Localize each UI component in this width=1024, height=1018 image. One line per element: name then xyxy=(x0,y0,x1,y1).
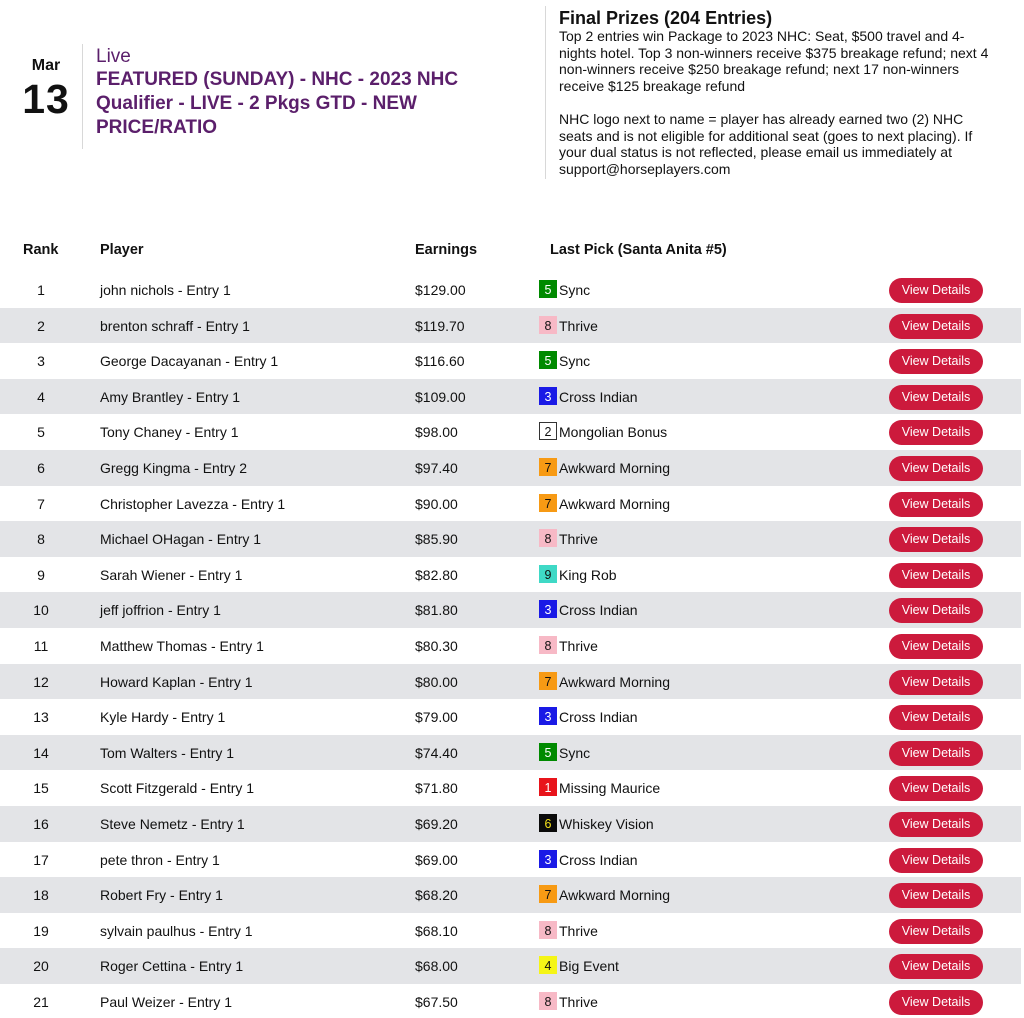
post-position-badge: 3 xyxy=(539,600,557,618)
table-row xyxy=(0,379,1021,415)
view-details-button[interactable]: View Details xyxy=(889,741,983,766)
view-details-button[interactable]: View Details xyxy=(889,349,983,374)
last-pick-cell xyxy=(539,674,670,690)
player-cell: George Dacayanan - Entry 1 xyxy=(100,353,279,370)
earnings-cell: $98.00 xyxy=(415,424,458,441)
player-cell: Michael OHagan - Entry 1 xyxy=(100,531,262,548)
post-position-badge: 7 xyxy=(539,494,557,512)
earnings-cell: $116.60 xyxy=(415,353,465,370)
post-position-badge: 5 xyxy=(539,743,557,761)
horse-name: Thrive xyxy=(559,317,598,334)
rank-cell: 18 xyxy=(33,887,49,904)
rank-cell: 20 xyxy=(33,958,49,975)
horse-name: Thrive xyxy=(559,531,598,548)
earnings-cell: $90.00 xyxy=(415,495,458,512)
table-row xyxy=(0,877,1021,913)
view-details-button[interactable]: View Details xyxy=(889,385,983,410)
last-pick-cell xyxy=(539,745,590,761)
header-divider xyxy=(82,44,83,149)
post-position-badge: 3 xyxy=(539,850,557,868)
earnings-cell: $109.00 xyxy=(415,388,466,405)
player-cell: Roger Cettina - Entry 1 xyxy=(100,958,244,975)
player-cell: Steve Nemetz - Entry 1 xyxy=(100,815,245,832)
table-row xyxy=(0,628,1021,664)
last-pick-cell xyxy=(539,460,670,476)
view-details-button[interactable]: View Details xyxy=(889,278,983,303)
rank-cell: 7 xyxy=(37,495,45,512)
last-pick-cell xyxy=(539,353,590,369)
table-row xyxy=(0,842,1021,878)
horse-name: Awkward Morning xyxy=(559,495,671,512)
horse-name: Cross Indian xyxy=(559,388,638,405)
post-position-badge: 3 xyxy=(539,387,557,405)
horse-name: Missing Maurice xyxy=(559,780,661,797)
view-details-button[interactable]: View Details xyxy=(889,883,983,908)
rank-cell: 13 xyxy=(33,709,49,726)
horse-name: Sync xyxy=(559,353,591,370)
table-row xyxy=(0,521,1021,557)
prizes-panel xyxy=(559,8,999,177)
player-cell: Tom Walters - Entry 1 xyxy=(100,744,235,761)
event-title: FEATURED (SUNDAY) - NHC - 2023 NHC Qualifier - LIVE - 2 Pkgs GTD - NEW PRICE/RATIO xyxy=(96,69,459,138)
player-cell: pete thron - Entry 1 xyxy=(100,851,220,868)
earnings-cell: $82.80 xyxy=(415,566,458,583)
rank-cell: 19 xyxy=(33,922,49,939)
last-pick-cell xyxy=(539,780,660,796)
header-player: Player xyxy=(100,242,144,258)
last-pick-cell xyxy=(539,318,598,334)
last-pick-cell xyxy=(539,994,598,1010)
rank-cell: 11 xyxy=(33,637,49,654)
rank-cell: 8 xyxy=(37,531,45,548)
rank-cell: 4 xyxy=(37,388,45,405)
view-details-button[interactable]: View Details xyxy=(889,776,983,801)
earnings-cell: $80.00 xyxy=(415,673,458,690)
rank-cell: 6 xyxy=(37,459,45,476)
table-row xyxy=(0,557,1021,593)
horse-name: Mongolian Bonus xyxy=(559,424,668,441)
horse-name: Sync xyxy=(559,282,591,298)
rank-cell: 3 xyxy=(37,353,45,370)
last-pick-cell xyxy=(539,531,598,547)
last-pick-cell xyxy=(539,852,638,868)
rank-cell: 2 xyxy=(37,317,45,334)
post-position-badge: 8 xyxy=(539,316,557,334)
rank-cell: 9 xyxy=(37,566,45,583)
view-details-button[interactable]: View Details xyxy=(889,456,983,481)
post-position-badge: 7 xyxy=(539,885,557,903)
earnings-cell: $74.40 xyxy=(415,744,458,761)
player-cell: brenton schraff - Entry 1 xyxy=(100,317,250,334)
post-position-badge: 8 xyxy=(539,636,557,654)
earnings-cell: $69.20 xyxy=(415,815,458,832)
view-details-button[interactable]: View Details xyxy=(889,634,983,659)
rank-cell: 14 xyxy=(33,744,49,761)
prizes-description: Top 2 entries win Package to 2023 NHC: Seat, $500 travel and 4-nights hotel. Top 3 non-winners receive $375 breakage refund; next 4 non-winners receive $250 breakage refund; next 17 non-winners receive $125 breakage refund xyxy=(559,28,989,94)
horse-name: Awkward Morning xyxy=(559,673,671,690)
earnings-cell: $80.30 xyxy=(415,637,458,654)
player-cell: Matthew Thomas - Entry 1 xyxy=(100,637,264,654)
leaderboard-table xyxy=(0,272,1024,1018)
earnings-cell: $69.00 xyxy=(415,851,458,868)
player-cell: Sarah Wiener - Entry 1 xyxy=(100,566,243,583)
table-row xyxy=(0,806,1021,842)
player-cell: sylvain paulhus - Entry 1 xyxy=(100,922,253,939)
event-date xyxy=(18,56,74,121)
event-month: Mar xyxy=(31,57,61,74)
post-position-badge: 1 xyxy=(539,778,557,796)
last-pick-cell xyxy=(539,389,638,405)
horse-name: Thrive xyxy=(559,637,598,654)
post-position-badge: 2 xyxy=(539,422,557,440)
table-row xyxy=(0,592,1021,628)
table-row xyxy=(0,486,1021,522)
view-details-button[interactable]: View Details xyxy=(889,598,983,623)
event-status: Live xyxy=(96,46,131,67)
rank-cell: 17 xyxy=(33,851,49,868)
event-day: 13 xyxy=(22,76,70,122)
player-cell: Howard Kaplan - Entry 1 xyxy=(100,673,253,690)
post-position-badge: 6 xyxy=(539,814,557,832)
view-details-button[interactable]: View Details xyxy=(889,527,983,552)
player-cell: Paul Weizer - Entry 1 xyxy=(100,993,233,1010)
post-position-badge: 8 xyxy=(539,992,557,1010)
earnings-cell: $85.90 xyxy=(415,531,458,548)
player-cell: john nichols - Entry 1 xyxy=(100,282,231,298)
view-details-button[interactable]: View Details xyxy=(889,848,983,873)
rank-cell: 16 xyxy=(33,815,49,832)
horse-name: Cross Indian xyxy=(559,602,638,619)
rank-cell: 10 xyxy=(33,602,49,619)
earnings-cell: $67.50 xyxy=(415,993,458,1010)
player-cell: jeff joffrion - Entry 1 xyxy=(100,602,221,619)
leaderboard-header xyxy=(0,236,1024,266)
last-pick-cell xyxy=(539,424,667,440)
earnings-cell: $79.00 xyxy=(415,709,458,726)
earnings-cell: $71.80 xyxy=(415,780,458,797)
player-cell: Amy Brantley - Entry 1 xyxy=(100,388,241,405)
table-row xyxy=(0,770,1021,806)
table-row xyxy=(0,343,1021,379)
post-position-badge: 5 xyxy=(539,351,557,369)
post-position-badge: 3 xyxy=(539,707,557,725)
table-row xyxy=(0,450,1021,486)
player-cell: Christopher Lavezza - Entry 1 xyxy=(100,495,286,512)
rank-cell: 15 xyxy=(33,780,49,797)
view-details-button[interactable]: View Details xyxy=(889,705,983,730)
table-row xyxy=(0,664,1021,700)
horse-name: Thrive xyxy=(559,922,598,939)
event-header xyxy=(0,0,1024,190)
rank-cell: 21 xyxy=(33,993,49,1010)
table-row xyxy=(0,913,1021,949)
horse-name: Thrive xyxy=(559,993,598,1010)
view-details-button[interactable]: View Details xyxy=(889,990,983,1015)
earnings-cell: $81.80 xyxy=(415,602,458,619)
post-position-badge: 8 xyxy=(539,921,557,939)
post-position-badge: 4 xyxy=(539,956,557,974)
earnings-cell: $68.20 xyxy=(415,887,458,904)
player-cell: Kyle Hardy - Entry 1 xyxy=(100,709,226,726)
player-cell: Gregg Kingma - Entry 2 xyxy=(100,459,248,476)
last-pick-cell xyxy=(539,958,619,974)
table-row xyxy=(0,735,1021,771)
earnings-cell: $97.40 xyxy=(415,459,458,476)
player-cell: Scott Fitzgerald - Entry 1 xyxy=(100,780,255,797)
horse-name: Awkward Morning xyxy=(559,459,671,476)
rank-cell: 1 xyxy=(37,282,45,298)
player-cell: Robert Fry - Entry 1 xyxy=(100,887,223,904)
header-rank: Rank xyxy=(23,242,59,258)
last-pick-cell xyxy=(539,602,638,618)
post-position-badge: 8 xyxy=(539,529,557,547)
prizes-divider xyxy=(545,6,546,179)
horse-name: Big Event xyxy=(559,958,619,975)
post-position-badge: 7 xyxy=(539,672,557,690)
table-row xyxy=(0,948,1021,984)
table-row xyxy=(0,414,1021,450)
table-row xyxy=(0,699,1021,735)
earnings-cell: $129.00 xyxy=(415,282,466,298)
horse-name: Whiskey Vision xyxy=(559,815,654,832)
horse-name: Cross Indian xyxy=(559,851,638,868)
earnings-cell: $68.00 xyxy=(415,958,458,975)
earnings-cell: $119.70 xyxy=(415,317,465,334)
view-details-button[interactable]: View Details xyxy=(889,812,983,837)
table-row xyxy=(0,272,1021,308)
table-row xyxy=(0,308,1021,344)
last-pick-cell xyxy=(539,923,598,939)
view-details-button[interactable]: View Details xyxy=(889,314,983,339)
player-cell: Tony Chaney - Entry 1 xyxy=(100,424,239,441)
last-pick-cell xyxy=(539,638,598,654)
horse-name: Sync xyxy=(559,744,591,761)
view-details-button[interactable]: View Details xyxy=(889,919,983,944)
view-details-button[interactable]: View Details xyxy=(889,954,983,979)
rank-cell: 5 xyxy=(37,424,45,441)
last-pick-cell xyxy=(539,567,617,583)
horse-name: Cross Indian xyxy=(559,709,638,726)
header-last-pick: Last Pick (Santa Anita #5) xyxy=(550,242,727,258)
prizes-note: NHC logo next to name = player has already earned two (2) NHC seats and is not eligible for additional seat (goes to next placing). If your dual status is not reflected, please email us immediately at support@horseplayers.com xyxy=(559,111,973,177)
view-details-button[interactable]: View Details xyxy=(889,670,983,695)
horse-name: King Rob xyxy=(559,566,617,583)
last-pick-cell xyxy=(539,496,670,512)
earnings-cell: $68.10 xyxy=(415,922,458,939)
last-pick-cell xyxy=(539,816,654,832)
post-position-badge: 5 xyxy=(539,280,557,298)
post-position-badge: 7 xyxy=(539,458,557,476)
horse-name: Awkward Morning xyxy=(559,887,671,904)
rank-cell: 12 xyxy=(33,673,49,690)
last-pick-cell xyxy=(539,709,638,725)
prizes-title: Final Prizes (204 Entries) xyxy=(559,8,773,28)
view-details-button[interactable]: View Details xyxy=(889,492,983,517)
last-pick-cell xyxy=(539,887,670,903)
view-details-button[interactable]: View Details xyxy=(889,563,983,588)
view-details-button[interactable]: View Details xyxy=(889,420,983,445)
table-row xyxy=(0,984,1021,1018)
header-earnings: Earnings xyxy=(415,242,478,258)
last-pick-cell xyxy=(539,282,590,298)
post-position-badge: 9 xyxy=(539,565,557,583)
